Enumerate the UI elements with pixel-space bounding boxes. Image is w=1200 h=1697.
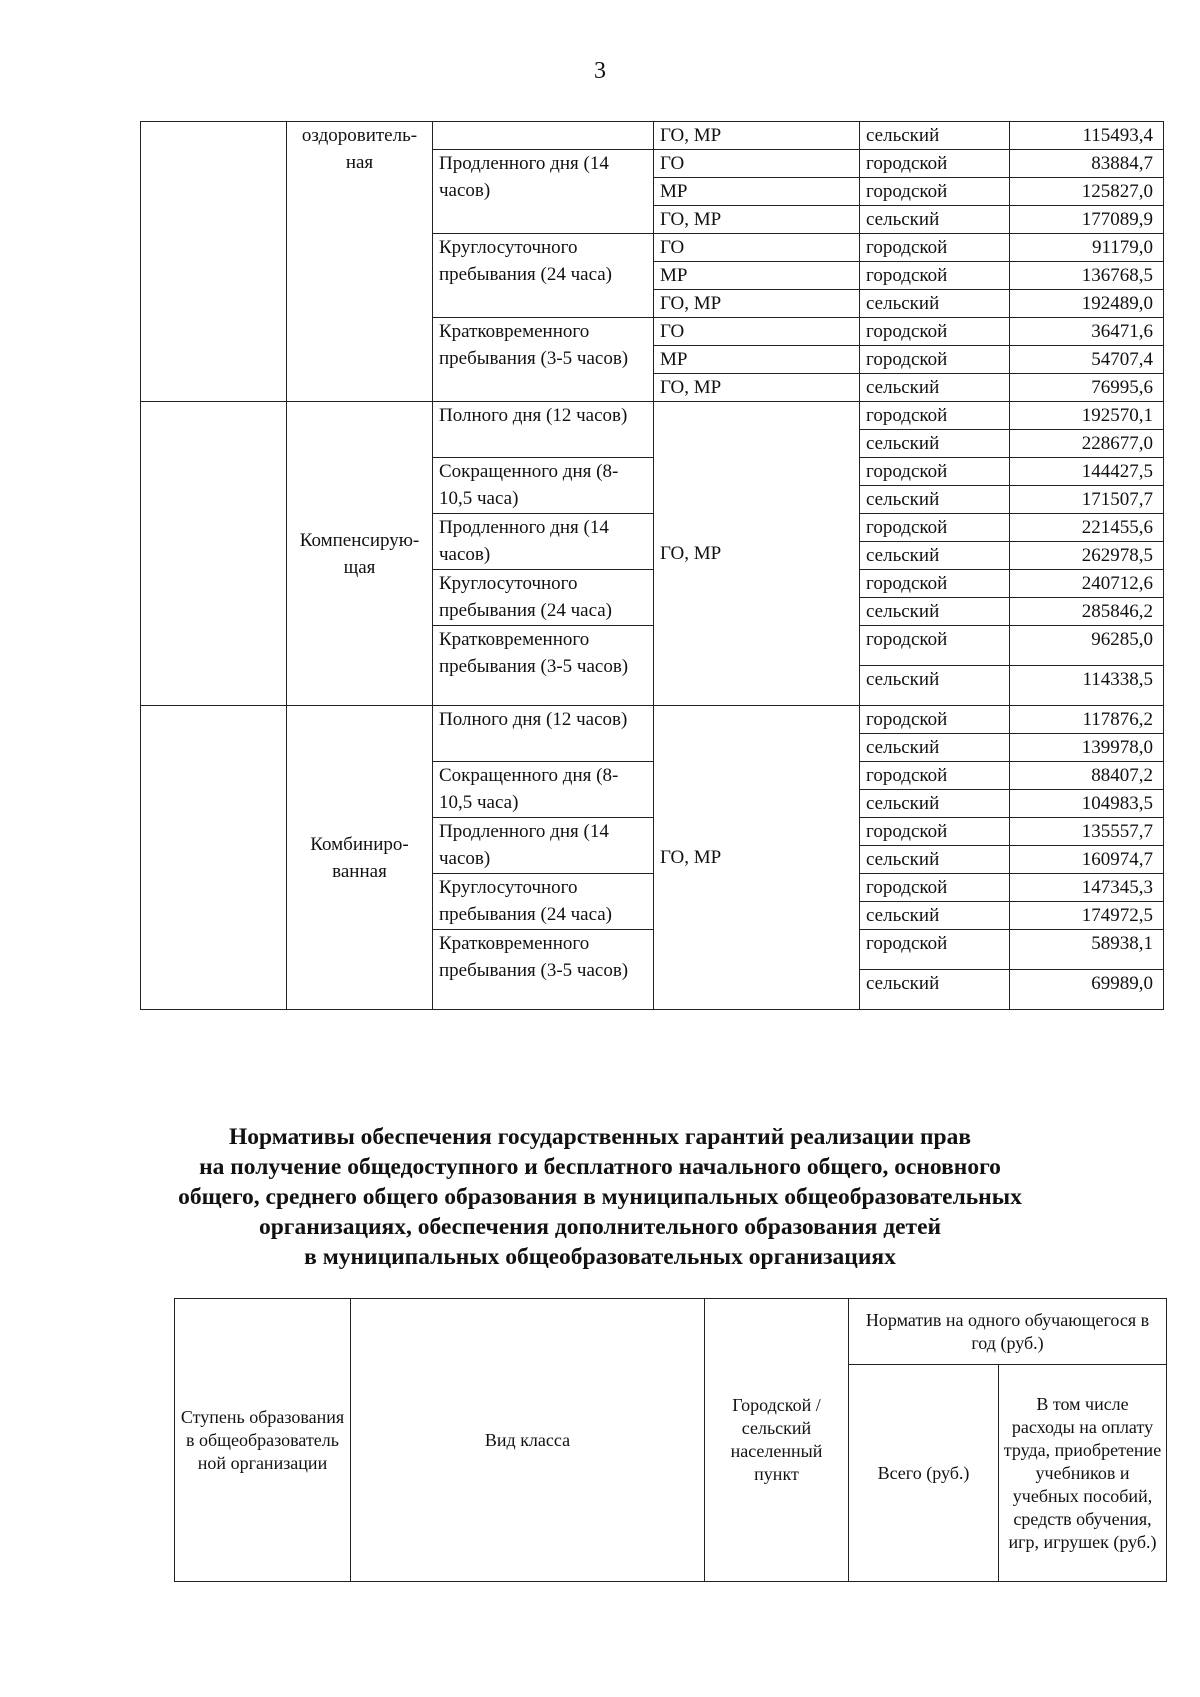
header-class-type: Вид класса [351,1299,705,1582]
value-cell: 104983,5 [1010,790,1164,818]
value-cell: 88407,2 [1010,762,1164,790]
mode-cell: Кратковременного пребывания (3-5 часов) [433,930,654,1010]
value-cell: 125827,0 [1010,178,1164,206]
locality-cell: городской [860,570,1010,598]
value-cell: 58938,1 [1010,930,1164,970]
locality-cell: городской [860,930,1010,970]
locality-cell: городской [860,178,1010,206]
locality-cell: городской [860,818,1010,846]
area-cell: МР [654,262,860,290]
group-cell: Компенсирую-щая [287,402,433,706]
mode-cell [433,122,654,150]
value-cell: 139978,0 [1010,734,1164,762]
locality-cell: городской [860,150,1010,178]
area-cell: ГО [654,150,860,178]
value-cell: 174972,5 [1010,902,1164,930]
mode-cell: Продленного дня (14 часов) [433,150,654,234]
area-cell: ГО, МР [654,706,860,1010]
locality-cell: сельский [860,122,1010,150]
group-cell: оздоровитель-ная [287,122,433,402]
value-cell: 221455,6 [1010,514,1164,542]
mode-cell: Продленного дня (14 часов) [433,514,654,570]
school-norms-table [174,1298,1167,1582]
value-cell: 147345,3 [1010,874,1164,902]
value-cell: 285846,2 [1010,598,1164,626]
mode-cell: Полного дня (12 часов) [433,706,654,762]
mode-cell: Кратковременного пребывания (3-5 часов) [433,318,654,402]
locality-cell: городской [860,402,1010,430]
mode-cell: Полного дня (12 часов) [433,402,654,458]
title-line: общего, среднего общего образования в муниципальных общеобразовательных [178,1184,1022,1210]
value-cell: 240712,6 [1010,570,1164,598]
value-cell: 96285,0 [1010,626,1164,666]
locality-cell: городской [860,318,1010,346]
locality-cell: сельский [860,598,1010,626]
header-total: Всего (руб.) [849,1365,999,1582]
locality-cell: сельский [860,734,1010,762]
level-cell [141,402,287,706]
level-cell [141,122,287,402]
value-cell: 192570,1 [1010,402,1164,430]
value-cell: 160974,7 [1010,846,1164,874]
mode-cell: Сокращенного дня (8-10,5 часа) [433,458,654,514]
area-cell: ГО, МР [654,374,860,402]
area-cell: ГО, МР [654,122,860,150]
header-locality: Городской / сельский населенный пункт [705,1299,849,1582]
locality-cell: сельский [860,846,1010,874]
title-line: организациях, обеспечения дополнительного образования детей [258,1214,942,1240]
locality-cell: сельский [860,970,1010,1010]
header-education-level: Ступень образования в общеобразователь ной организации [175,1299,351,1582]
locality-cell: городской [860,706,1010,734]
level-cell [141,706,287,1010]
locality-cell: городской [860,626,1010,666]
locality-cell: сельский [860,666,1010,706]
table-row [141,402,1164,430]
mode-cell: Круглосуточного пребывания (24 часа) [433,874,654,930]
area-cell: ГО, МР [654,206,860,234]
locality-cell: городской [860,458,1010,486]
value-cell: 36471,6 [1010,318,1164,346]
mode-cell: Кратковременного пребывания (3-5 часов) [433,626,654,706]
title-line: на получение общедоступного и бесплатного начального общего, основного [199,1154,1001,1180]
locality-cell: сельский [860,430,1010,458]
locality-cell: городской [860,262,1010,290]
value-cell: 228677,0 [1010,430,1164,458]
header-norm: Норматив на одного обучающегося в год (руб.) [849,1299,1167,1365]
locality-cell: сельский [860,206,1010,234]
value-cell: 171507,7 [1010,486,1164,514]
section-title [100,1122,1100,1272]
locality-cell: сельский [860,902,1010,930]
locality-cell: городской [860,346,1010,374]
locality-cell: сельский [860,486,1010,514]
value-cell: 76995,6 [1010,374,1164,402]
locality-cell: городской [860,762,1010,790]
locality-cell: сельский [860,542,1010,570]
area-cell: ГО [654,234,860,262]
mode-cell: Продленного дня (14 часов) [433,818,654,874]
value-cell: 114338,5 [1010,666,1164,706]
area-cell: МР [654,178,860,206]
area-cell: ГО [654,318,860,346]
mode-cell: Круглосуточного пребывания (24 часа) [433,234,654,318]
area-cell: ГО, МР [654,290,860,318]
locality-cell: сельский [860,374,1010,402]
table-row [141,706,1164,734]
value-cell: 54707,4 [1010,346,1164,374]
value-cell: 117876,2 [1010,706,1164,734]
area-cell: ГО, МР [654,402,860,706]
value-cell: 135557,7 [1010,818,1164,846]
mode-cell: Круглосуточного пребывания (24 часа) [433,570,654,626]
value-cell: 177089,9 [1010,206,1164,234]
page-number: 3 [594,58,606,84]
group-cell: Комбиниро-ванная [287,706,433,1010]
title-line: Нормативы обеспечения государственных гарантий реализации прав [228,1124,972,1150]
area-cell: МР [654,346,860,374]
value-cell: 136768,5 [1010,262,1164,290]
locality-cell: сельский [860,790,1010,818]
value-cell: 83884,7 [1010,150,1164,178]
value-cell: 115493,4 [1010,122,1164,150]
locality-cell: городской [860,234,1010,262]
value-cell: 144427,5 [1010,458,1164,486]
locality-cell: сельский [860,290,1010,318]
value-cell: 69989,0 [1010,970,1164,1010]
title-line: в муниципальных общеобразовательных организациях [304,1244,896,1270]
table-row [141,122,1164,150]
mode-cell: Сокращенного дня (8-10,5 часа) [433,762,654,818]
value-cell: 91179,0 [1010,234,1164,262]
locality-cell: городской [860,874,1010,902]
preschool-norms-table [140,121,1164,1010]
value-cell: 262978,5 [1010,542,1164,570]
value-cell: 192489,0 [1010,290,1164,318]
locality-cell: городской [860,514,1010,542]
header-including: В том числе расходы на оплату труда, приобретение учебников и учебных пособий, средств обучения, игр, игрушек (руб.) [999,1365,1167,1582]
